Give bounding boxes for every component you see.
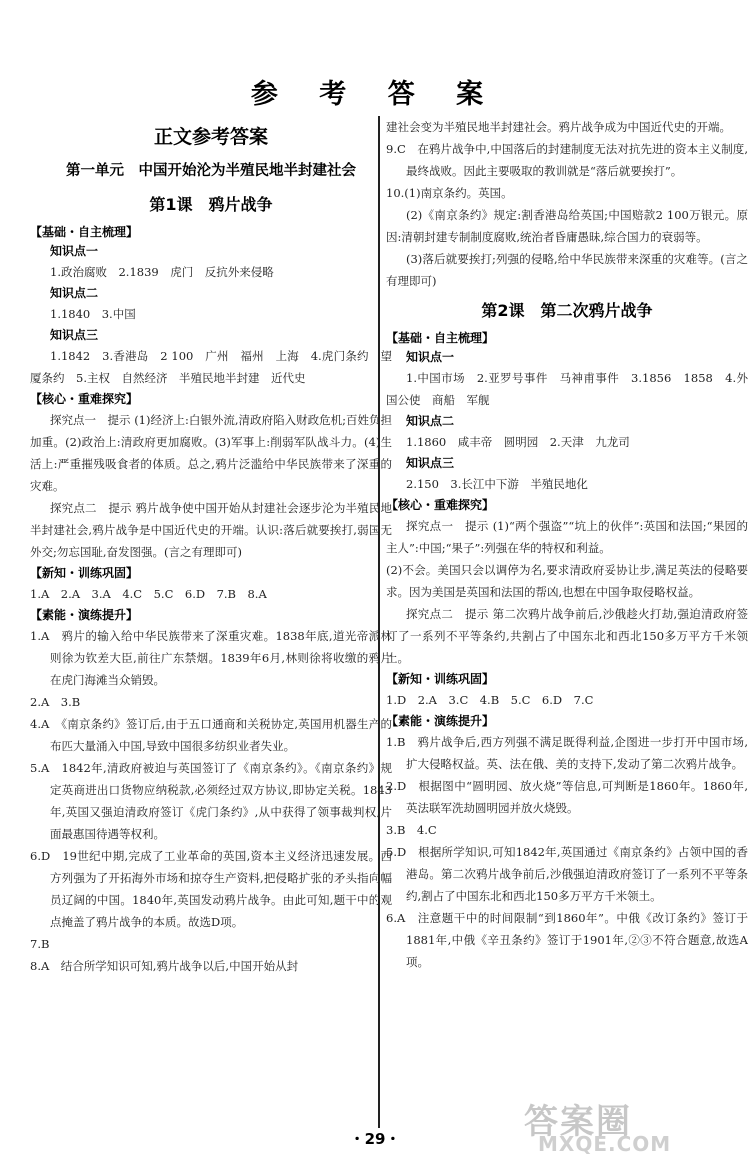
lesson-title-1: 第1课 鸦片战争 (149, 195, 273, 214)
core-section-heading: 【核心・重难探究】 (386, 498, 495, 512)
answer-item: 6.A 注意题干中的时间限制“到1860年”。中俄《改订条约》签订于1881年,中俄《辛丑条约》签订于1901年,②③不符合题意,故选A项。 (386, 911, 748, 969)
core-section-heading: 【核心・重难探究】 (30, 392, 139, 406)
left-column (30, 112, 392, 977)
answer-item-10-part-2: (2)《南京条约》规定:割香港岛给英国;中国赔款2 100万银元。原因:清朝封建专制制度腐败,统治者昏庸愚昧,综合国力的衰弱等。 (386, 208, 748, 244)
answer-item: 8.A 结合所学知识可知,鸦片战争以后,中国开始从封 (30, 959, 299, 973)
answer-item: 1.B 鸦片战争后,西方列强不满足既得利益,企图进一步打开中国市场,扩大侵略权益。英、法在俄、美的支持下,发动了第二次鸦片战争。 (386, 735, 748, 771)
new-knowledge-answers: 1.A 2.A 3.A 4.C 5.C 6.D 7.B 8.A (30, 587, 267, 601)
answer-item: 2.A 3.B (30, 695, 81, 709)
new-knowledge-heading: 【新知・训练巩固】 (386, 672, 495, 686)
explore-point-1-part-2: (2)不会。美国只会以调停为名,要求清政府妥协让步,满足英法的侵略要求。因为美国是英国和法国的帮凶,也想在中国争取侵略权益。 (386, 563, 748, 599)
explore-point-1: 探究点一 提示 (1)“两个强盗”“坑上的伙伴”:英国和法国;“果园的主人”:中国;“果子”:列强在华的特权和利益。 (386, 519, 748, 555)
answer-item: 7.B (30, 937, 50, 951)
knowledge-point-2-text: 1.1860 咸丰帝 圆明园 2.天津 九龙司 (406, 435, 630, 449)
continued-text: 建社会变为半殖民地半封建社会。鸦片战争成为中国近代史的开端。 (386, 120, 731, 134)
unit-title: 第一单元 中国开始沦为半殖民地半封建社会 (66, 163, 356, 179)
knowledge-point-2-text: 1.1840 3.中国 (50, 307, 136, 321)
knowledge-point-3: 知识点三 (406, 456, 455, 470)
knowledge-point-1-text: 1.政治腐败 2.1839 虎门 反抗外来侵略 (50, 265, 274, 279)
explore-point-1: 探究点一 提示 (1)经济上:白银外流,清政府陷入财政危机;百姓负担加重。(2)政治上:清政府更加腐败。(3)军事上:削弱军队战斗力。(4)生活上:严重摧残吸食者的体质。总之,鸦片泛滥给中华民族带来了深重的灾难。 (30, 413, 392, 493)
page-number: ・29・ (349, 1130, 401, 1148)
watermark-url: MXQE.COM (538, 1132, 672, 1156)
answer-item-10: 10.(1)南京条约。英国。 (386, 186, 513, 200)
answer-item: 5.D 根据所学知识,可知1842年,英国通过《南京条约》占领中国的香港岛。第二次鸦片战争前后,沙俄强迫清政府签订了一系列不平等条约,割占了中国东北和西北150多万平方千米领土。 (386, 845, 748, 903)
answer-item: 5.A 1842年,清政府被迫与英国签订了《南京条约》。《南京条约》规定英商进出口货物应纳税款,必须经过双方协议,即协定关税。1843年,英国又强迫清政府签订《虎门条约》,从中获得了领事裁判权,片面最惠国待遇等权利。 (30, 761, 392, 841)
answer-item: 4.A 《南京条约》签订后,由于五口通商和关税协定,英国用机器生产的布匹大量涌入中国,导致中国很多纺织业者失业。 (30, 717, 392, 753)
section-title: 正文参考答案 (153, 126, 268, 148)
answer-item: 6.D 19世纪中期,完成了工业革命的英国,资本主义经济迅速发展。西方列强为了开拓海外市场和掠夺生产资料,把侵略扩张的矛头指向幅员辽阔的中国。1840年,英国发动鸦片战争。由此可知,题干中的观点掩盖了鸦片战争的本质。故选D项。 (30, 849, 392, 929)
watermark-logo (524, 1094, 742, 1156)
answer-item: 1.A 鸦片的输入给中华民族带来了深重灾难。1838年底,道光帝派林则徐为钦差大臣,前往广东禁烟。1839年6月,林则徐将收缴的鸦片在虎门海滩当众销毁。 (30, 629, 392, 687)
lesson-title-2: 第2课 第二次鸦片战争 (481, 301, 653, 320)
page-title: 参 考 答 案 (250, 79, 500, 110)
watermark-logo-text: 答案圈 (524, 1102, 632, 1142)
basic-section-heading: 【基础・自主梳理】 (30, 225, 139, 239)
knowledge-point-2: 知识点二 (406, 414, 455, 428)
knowledge-point-3-text: 2.150 3.长江中下游 半殖民地化 (406, 477, 588, 491)
knowledge-point-3-text: 1.1842 3.香港岛 2 100 广州 福州 上海 4.虎门条约 望厦条约 5.主权 自然经济 半殖民地半封建 近代史 (30, 349, 392, 385)
knowledge-point-1: 知识点一 (406, 350, 455, 364)
new-knowledge-answers: 1.D 2.A 3.C 4.B 5.C 6.D 7.C (386, 693, 594, 707)
answer-item: 3.B 4.C (386, 823, 437, 837)
knowledge-point-3: 知识点三 (50, 328, 99, 342)
basic-section-heading: 【基础・自主梳理】 (386, 331, 495, 345)
answer-item: 2.D 根据图中“圆明园、放火烧”等信息,可判断是1860年。1860年,英法联军洗劫圆明园并放火烧毁。 (386, 779, 748, 815)
literacy-heading: 【素能・演练提升】 (30, 608, 139, 622)
knowledge-point-1-text: 1.中国市场 2.亚罗号事件 马神甫事件 3.1856 1858 4.外国公使 商船 军舰 (386, 371, 748, 407)
literacy-heading: 【素能・演练提升】 (386, 714, 495, 728)
explore-point-2: 探究点二 提示 第二次鸦片战争前后,沙俄趁火打劫,强迫清政府签订了一系列不平等条约,共割占了中国东北和西北150多万平方千米领土。 (386, 607, 748, 665)
answer-item-9: 9.C 在鸦片战争中,中国落后的封建制度无法对抗先进的资本主义制度,最终战败。因此主要吸取的教训就是“落后就要挨打”。 (386, 142, 748, 178)
answer-item-10-part-3: (3)落后就要挨打;列强的侵略,给中华民族带来深重的灾难等。(言之有理即可) (386, 252, 748, 288)
explore-point-2: 探究点二 提示 鸦片战争使中国开始从封建社会逐步沦为半殖民地半封建社会,鸦片战争是中国近代史的开端。认识:落后就要挨打,弱国无外交;勿忘国耻,奋发图强。(言之有理即可) (30, 501, 392, 559)
knowledge-point-1: 知识点一 (50, 244, 99, 258)
knowledge-point-2: 知识点二 (50, 286, 99, 300)
new-knowledge-heading: 【新知・训练巩固】 (30, 566, 139, 580)
right-column (386, 116, 748, 973)
